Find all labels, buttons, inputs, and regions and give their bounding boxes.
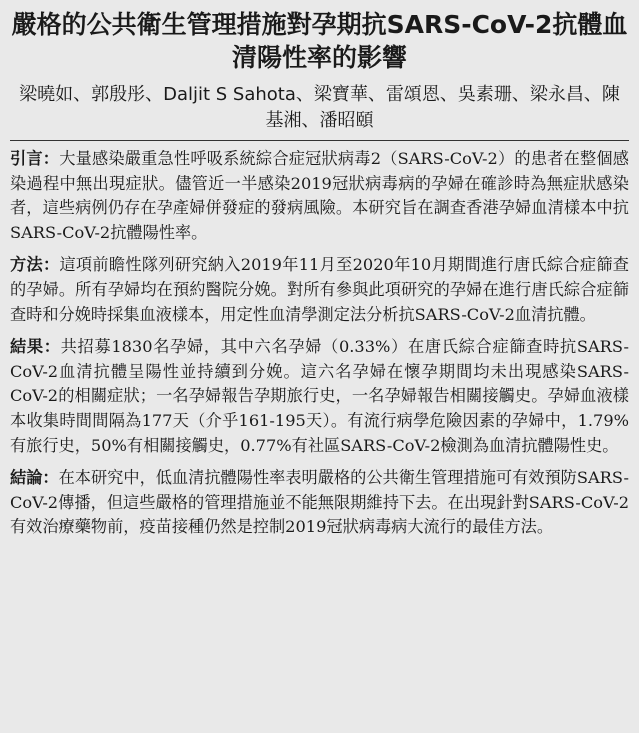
results-text: 共招募1830名孕婦，其中六名孕婦（0.33%）在唐氏綜合症篩查時抗SARS-CoV-2血清抗體呈陽性並持續到分娩。這六名孕婦在懷孕期間均未出現感染SARS-CoV-2的相關症狀；一名孕婦報告孕期旅行史，一名孕婦報告相關接觸史。孕婦血液樣本收集時間間隔為177天（介乎161-195天）。有流行病學危險因素的孕婦中，1.79%有旅行史，50%有相關接觸史，0.77%有社區SARS-CoV-2檢測為血清抗體陽性史。: [10, 337, 629, 455]
methods-label: 方法：: [10, 255, 60, 275]
intro-label: 引言：: [10, 149, 60, 168]
conclusion-section: [10, 466, 629, 540]
results-section: [10, 335, 629, 458]
author-list: 梁曉如、郭殷彤、Daljit S Sahota、梁寶華、雷頌恩、吳素珊、梁永昌、陳基湘、潘昭頤: [19, 84, 620, 131]
conclusion-label: 結論：: [10, 468, 59, 488]
conclusion-text: 在本研究中，低血清抗體陽性率表明嚴格的公共衛生管理措施可有效預防SARS-CoV-2傳播，但這些嚴格的管理措施並不能無限期維持下去。在出現針對SARS-CoV-2有效治療藥物前，疫苗接種仍然是控制2019冠狀病毒病大流行的最佳方法。: [10, 468, 629, 537]
methods-section: [10, 253, 629, 327]
intro-text: 大量感染嚴重急性呼吸系統綜合症冠狀病毒2（SARS-CoV-2）的患者在整個感染過程中無出現症狀。儘管近一半感染2019冠狀病毒病的孕婦在確診時為無症狀感染者，這些病例仍存在孕產婦併發症的發病風險。本研究旨在調查香港孕婦血清樣本中抗SARS-CoV-2抗體陽性率。: [10, 149, 629, 242]
intro-section: [10, 147, 629, 245]
results-label: 結果：: [10, 337, 61, 357]
divider: [10, 140, 629, 141]
methods-text: 這項前瞻性隊列研究納入2019年11月至2020年10月期間進行唐氏綜合症篩查的孕婦。所有孕婦均在預約醫院分娩。對所有參與此項研究的孕婦在進行唐氏綜合症篩查時和分娩時採集血液樣本，用定性血清學測定法分析抗SARS-CoV-2血清抗體。: [10, 255, 629, 324]
article-title: 嚴格的公共衛生管理措施對孕期抗SARS-CoV-2抗體血清陽性率的影響: [11, 10, 628, 72]
